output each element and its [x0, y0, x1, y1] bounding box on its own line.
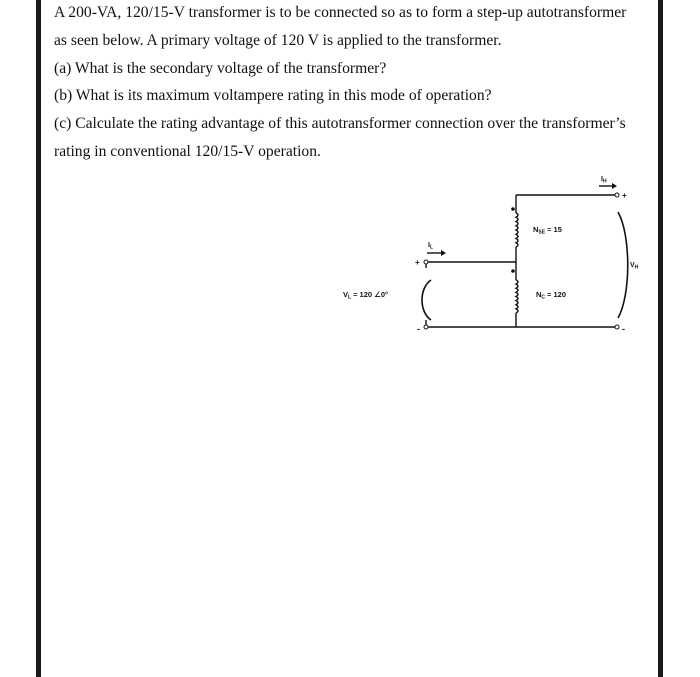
vh-label: $V_H$ [630, 262, 639, 271]
common-polarity-dot [511, 269, 515, 273]
vl-label: $V_L = 120$ ∠0° [343, 290, 389, 301]
output-plus-terminal [615, 193, 619, 197]
problem-line-2: as seen below. A primary voltage of 120 V is applied to the transformer. [54, 31, 502, 49]
output-minus-terminal [615, 325, 619, 329]
common-winding-coil [516, 280, 518, 313]
series-winding-coil [516, 213, 518, 247]
question-a: (a) What is the secondary voltage of the transformer? [54, 59, 387, 77]
question-c-line-1: (c) Calculate the rating advantage of this autotransformer connection over the transformer’s [54, 115, 626, 133]
output-plus-sign: + [622, 191, 627, 200]
nc-label: $N_C = 120$ [536, 290, 567, 301]
input-minus-terminal [424, 325, 428, 329]
ih-label: $I_H$ [601, 176, 607, 185]
input-plus-sign: + [415, 258, 420, 267]
output-minus-sign: - [622, 324, 625, 334]
input-plus-terminal [424, 260, 428, 264]
il-label: $I_L$ [428, 242, 434, 251]
question-b: (b) What is its maximum voltampere rating in this mode of operation? [54, 87, 492, 105]
input-minus-sign: - [417, 324, 420, 334]
ih-arrowhead [612, 183, 617, 189]
terminals [424, 193, 619, 329]
question-c-line-2: rating in conventional 120/15-V operation. [54, 142, 321, 160]
problem-line-1: A 200-VA, 120/15-V transformer is to be connected so as to form a step-up autotransformer [54, 4, 627, 21]
circuit-wires [426, 186, 617, 327]
nse-label: $N_{SE} = 15$ [533, 225, 562, 236]
arrowheads [441, 183, 617, 256]
vl-voltage-bracket [422, 280, 431, 320]
vh-voltage-bracket [618, 212, 628, 318]
series-polarity-dot [511, 207, 515, 211]
il-arrowhead [441, 250, 446, 256]
